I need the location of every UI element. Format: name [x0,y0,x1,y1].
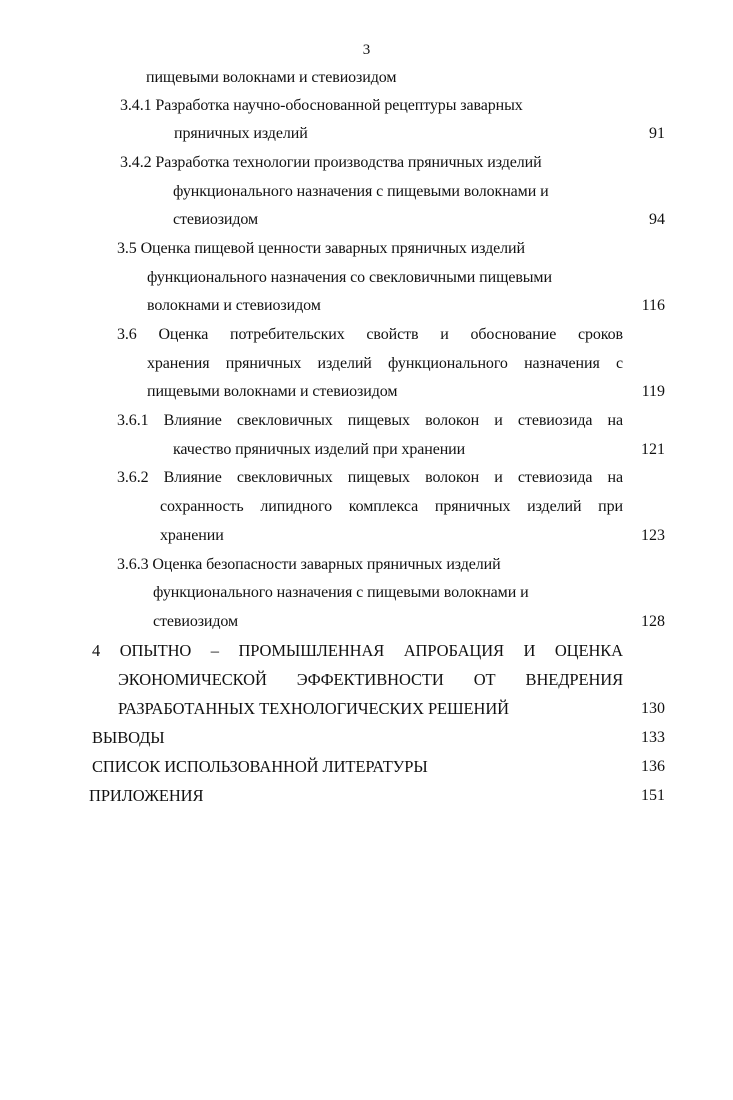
toc-page-number: 133 [641,729,665,746]
toc-line: ЭКОНОМИЧЕСКОЙ ЭФФЕКТИВНОСТИ ОТ ВНЕДРЕНИЯ [118,670,623,689]
toc-line: качество пряничных изделий при хранении [173,441,466,458]
toc-page-number: 121 [641,441,665,458]
toc-page-number: 130 [641,700,665,717]
toc-line: пищевыми волокнами и стевиозидом [147,383,398,400]
toc-line: сохранность липидного комплекса пряничных изделий при [160,498,623,515]
toc-line: функционального назначения с пищевыми волокнами и [153,584,529,601]
page-number: 3 [362,42,371,58]
toc-line: пряничных изделий [174,125,308,142]
toc-line: 3.5 Оценка пищевой ценности заварных пряничных изделий [117,240,525,257]
toc-line: РАЗРАБОТАННЫХ ТЕХНОЛОГИЧЕСКИХ РЕШЕНИЙ [118,699,509,718]
toc-line: хранения пряничных изделий функционального назначения с [147,355,623,372]
toc-line: функционального назначения со свекловичными пищевыми [147,269,552,286]
toc-line: волокнами и стевиозидом [147,297,321,314]
toc-line: стевиозидом [153,613,239,630]
toc-line: 3.6 Оценка потребительских свойств и обоснование сроков [117,326,623,343]
toc-line: 4 ОПЫТНО – ПРОМЫШЛЕННАЯ АПРОБАЦИЯ И ОЦЕНКА [92,641,623,660]
toc-line: ВЫВОДЫ [92,728,165,747]
toc-line: функционального назначения с пищевыми волокнами и [173,183,549,200]
toc-page-number: 94 [649,211,665,228]
toc-line: 3.4.1 Разработка научно-обоснованной рецептуры заварных [120,97,523,114]
toc-line: 3.6.3 Оценка безопасности заварных пряничных изделий [117,556,501,573]
toc-page-number: 116 [641,297,665,314]
toc-line: 3.6.1 Влияние свекловичных пищевых волокон и стевиозида на [117,412,623,429]
toc-line: хранении [160,527,224,544]
toc-line: 3.6.2 Влияние свекловичных пищевых волокон и стевиозида на [117,469,623,486]
toc-page-number: 128 [641,613,665,630]
toc-line: стевиозидом [173,211,259,228]
toc-page-number: 123 [641,527,665,544]
toc-line: ПРИЛОЖЕНИЯ [89,786,204,805]
toc-page-number: 119 [641,383,665,400]
toc-page-number: 136 [641,758,665,775]
toc-page-number: 91 [649,125,665,142]
toc-page-number: 151 [641,787,665,804]
toc-line: 3.4.2 Разработка технологии производства пряничных изделий [120,154,542,171]
toc-line: пищевыми волокнами и стевиозидом [146,69,397,86]
toc-line: СПИСОК ИСПОЛЬЗОВАННОЙ ЛИТЕРАТУРЫ [92,757,428,776]
